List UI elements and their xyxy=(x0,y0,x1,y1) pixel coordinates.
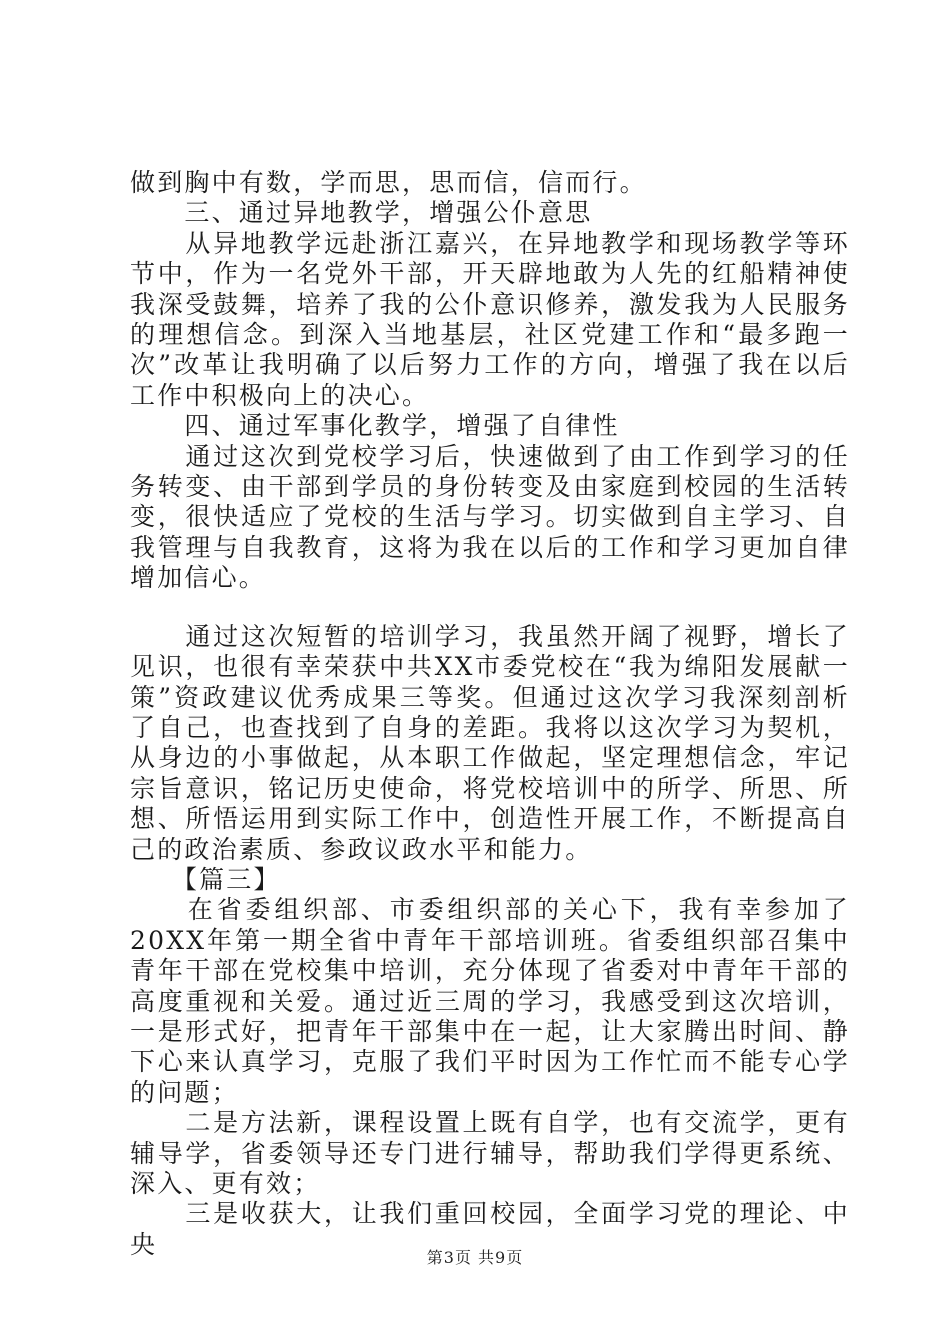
paragraph-spacer xyxy=(130,594,850,622)
heading-part-three: 【篇三】 xyxy=(130,864,281,894)
paragraph-summary: 通过这次短暂的培训学习，我虽然开阔了视野，增长了见识，也很有幸荣获中共XX市委党校在“我为绵阳发展献一策”资政建议优秀成果三等奖。但通过这次学习我深刻剖析了自己，也查找到了自身的差距。我将以这次学习为契机，从身边的小事做起，从本职工作做起，坚定理想信念，牢记宗旨意识，铭记历史使命，将党校培训中的所学、所思、所想、所悟运用到实际工作中，创造性开展工作，不断提高自己的政治素质、参政议政水平和能力。 xyxy=(130,621,850,864)
paragraph-point-three: 三是收获大，让我们重回校园，全面学习党的理论、中央 xyxy=(130,1199,850,1259)
paragraph-point-two: 二是方法新，课程设置上既有自学，也有交流学，更有辅导学，省委领导还专门进行辅导，帮助我们学得更系统、深入、更有效； xyxy=(130,1108,850,1198)
page-number-footer: 第3页 共9页 xyxy=(426,1248,524,1267)
paragraph-intro-end: 做到胸中有数，学而思，思而信，信而行。 xyxy=(130,168,647,197)
paragraph-section-three: 从异地教学远赴浙江嘉兴，在异地教学和现场教学等环节中，作为一名党外干部，开天辟地敢为人先的红船精神使我深受鼓舞，培养了我的公仆意识修养，激发我为人民服务的理想信念。到深入当地基层，社区党建工作和“最多跑一次”改革让我明确了以后努力工作的方向，增强了我在以后工作中积极向上的决心。 xyxy=(130,228,850,410)
heading-section-three: 三、通过异地教学，增强公仆意思 xyxy=(130,198,593,228)
heading-section-four: 四、通过军事化教学，增强了自律性 xyxy=(130,411,620,441)
document-body xyxy=(130,168,850,1260)
paragraph-part-three-intro: 在省委组织部、市委组织部的关心下，我有幸参加了20XX年第一期全省中青年干部培训班。省委组织部召集中青年干部在党校集中培训，充分体现了省委对中青年干部的高度重视和关爱。通过近三周的学习，我感受到这次培训，一是形式好，把青年干部集中在一起，让大家腾出时间、静下心来认真学习，克服了我们平时因为工作忙而不能专心学的问题； xyxy=(130,895,850,1107)
paragraph-section-four: 通过这次到党校学习后，快速做到了由工作到学习的任务转变、由干部到学员的身份转变及由家庭到校园的生活转变，很快适应了党校的生活与学习。切实做到自主学习、自我管理与自我教育，这将为我在以后的工作和学习更加自律增加信心。 xyxy=(130,441,850,593)
